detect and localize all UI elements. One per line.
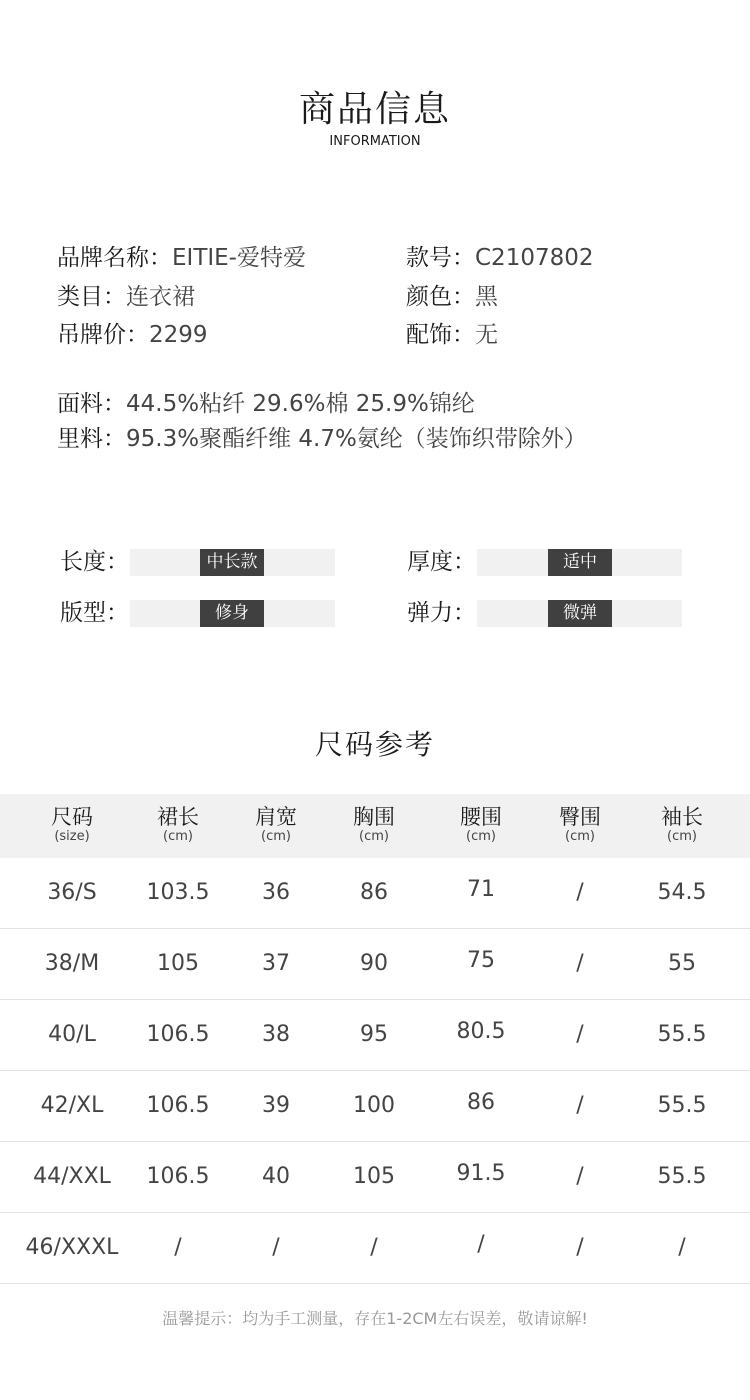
color-label: 颜色： (406, 284, 475, 310)
cell-shoulder: 39 (262, 1093, 290, 1118)
header-bust (324, 804, 424, 844)
fabric-info (57, 389, 475, 419)
style-info (406, 243, 594, 273)
cell-shoulder: 38 (262, 1022, 290, 1047)
attr-fit-scale (130, 600, 335, 627)
cell-bust: / (370, 1235, 378, 1260)
category-info (57, 282, 195, 312)
cell-hip: / (576, 951, 584, 976)
cell-bust: 95 (360, 1022, 388, 1047)
cell-size: 40/L (48, 1022, 96, 1047)
table-row (0, 1213, 750, 1284)
color-value: 黑 (475, 284, 498, 310)
brand-value: EITIE-爱特爱 (172, 245, 306, 271)
cell-hip: / (576, 1093, 584, 1118)
cell-bust: 105 (353, 1164, 395, 1189)
cell-bust: 90 (360, 951, 388, 976)
attr-elasticity-label: 弹力： (407, 600, 476, 626)
cell-shoulder: 36 (262, 880, 290, 905)
header-hip-name: 臀围 (559, 805, 601, 829)
table-row (0, 929, 750, 1000)
style-value: C2107802 (475, 245, 594, 271)
header-dress-length-name: 裙长 (157, 805, 199, 829)
header-sleeve-name: 袖长 (661, 805, 703, 829)
size-table-header (0, 794, 750, 858)
cell-sleeve: 55.5 (657, 1164, 707, 1189)
cell-dress-length: 103.5 (146, 880, 210, 905)
page-subtitle: INFORMATION (329, 134, 421, 149)
cell-sleeve: / (678, 1235, 686, 1260)
cell-dress-length: / (174, 1235, 182, 1260)
header-sleeve-unit: (cm) (667, 829, 697, 844)
attr-thickness-scale (477, 549, 682, 576)
table-row (0, 1071, 750, 1142)
lining-info (57, 424, 587, 454)
cell-waist: 75 (467, 948, 495, 973)
cell-hip: / (576, 1235, 584, 1260)
cell-bust: 86 (360, 880, 388, 905)
category-value: 连衣裙 (126, 284, 195, 310)
cell-sleeve: 54.5 (657, 880, 707, 905)
cell-size: 46/XXXL (25, 1235, 119, 1260)
header-size-name: 尺码 (51, 805, 93, 829)
attr-thickness-label: 厚度： (407, 549, 476, 575)
style-label: 款号： (406, 245, 475, 271)
cell-dress-length: 106.5 (146, 1164, 210, 1189)
cell-size: 44/XXL (33, 1164, 111, 1189)
cell-sleeve: 55 (668, 951, 696, 976)
header-bust-unit: (cm) (359, 829, 389, 844)
cell-size: 38/M (44, 951, 100, 976)
table-row (0, 858, 750, 929)
cell-waist: 80.5 (456, 1019, 506, 1044)
attr-length-chip: 中长款 (200, 549, 264, 576)
cell-waist: / (477, 1232, 485, 1257)
attr-thickness-chip: 适中 (548, 549, 612, 576)
header-size-unit: (size) (54, 829, 90, 844)
cell-shoulder: 40 (262, 1164, 290, 1189)
price-value: 2299 (149, 322, 208, 348)
table-row (0, 1000, 750, 1071)
header-size (22, 804, 122, 844)
cell-bust: 100 (353, 1093, 395, 1118)
cell-hip: / (576, 1164, 584, 1189)
cell-dress-length: 106.5 (146, 1022, 210, 1047)
cell-dress-length: 106.5 (146, 1093, 210, 1118)
header-hip-unit: (cm) (565, 829, 595, 844)
cell-shoulder: / (272, 1235, 280, 1260)
cell-hip: / (576, 880, 584, 905)
cell-sleeve: 55.5 (657, 1093, 707, 1118)
attr-fit-label: 版型： (60, 600, 129, 626)
header-dress-length-unit: (cm) (163, 829, 193, 844)
attr-length (60, 548, 340, 576)
cell-shoulder: 37 (262, 951, 290, 976)
page-title: 商品信息 (298, 89, 451, 130)
header-bust-name: 胸围 (353, 805, 395, 829)
attr-thickness (407, 548, 687, 576)
cell-waist: 86 (467, 1090, 495, 1115)
cell-size: 36/S (47, 880, 97, 905)
color-info (406, 282, 498, 312)
measurement-disclaimer: 温馨提示：均为手工测量，存在1-2CM左右误差，敬请谅解! (162, 1309, 588, 1328)
size-section-title: 尺码参考 (314, 728, 435, 761)
cell-sleeve: 55.5 (657, 1022, 707, 1047)
cell-dress-length: 105 (157, 951, 199, 976)
table-row (0, 1142, 750, 1213)
attr-fit (60, 599, 340, 627)
header-dress-length (128, 804, 228, 844)
lining-value: 95.3%聚酯纤维 4.7%氨纶（装饰织带除外） (126, 426, 587, 452)
cell-waist: 91.5 (456, 1161, 506, 1186)
cell-waist: 71 (467, 877, 495, 902)
attr-length-scale (130, 549, 335, 576)
attr-elasticity-chip: 微弹 (548, 600, 612, 627)
header-waist-name: 腰围 (460, 805, 502, 829)
attr-fit-chip: 修身 (200, 600, 264, 627)
price-label: 吊牌价： (57, 322, 149, 348)
accessory-info (406, 320, 498, 350)
price-info (57, 320, 208, 350)
fabric-value: 44.5%粘纤 29.6%棉 25.9%锦纶 (126, 391, 475, 417)
attr-elasticity (407, 599, 687, 627)
header-sleeve (632, 804, 732, 844)
cell-size: 42/XL (40, 1093, 104, 1118)
header-waist-unit: (cm) (466, 829, 496, 844)
cell-hip: / (576, 1022, 584, 1047)
fabric-label: 面料： (57, 391, 126, 417)
header-hip (530, 804, 630, 844)
accessory-label: 配饰： (406, 322, 475, 348)
header-shoulder-unit: (cm) (261, 829, 291, 844)
brand-info (57, 243, 306, 273)
attr-length-label: 长度： (60, 549, 129, 575)
header-shoulder (226, 804, 326, 844)
header-waist (431, 804, 531, 844)
accessory-value: 无 (475, 322, 498, 348)
info-header (0, 88, 750, 150)
category-label: 类目： (57, 284, 126, 310)
brand-label: 品牌名称： (57, 245, 172, 271)
header-shoulder-name: 肩宽 (255, 805, 297, 829)
size-table (0, 794, 750, 1284)
lining-label: 里料： (57, 426, 126, 452)
attr-elasticity-scale (477, 600, 682, 627)
